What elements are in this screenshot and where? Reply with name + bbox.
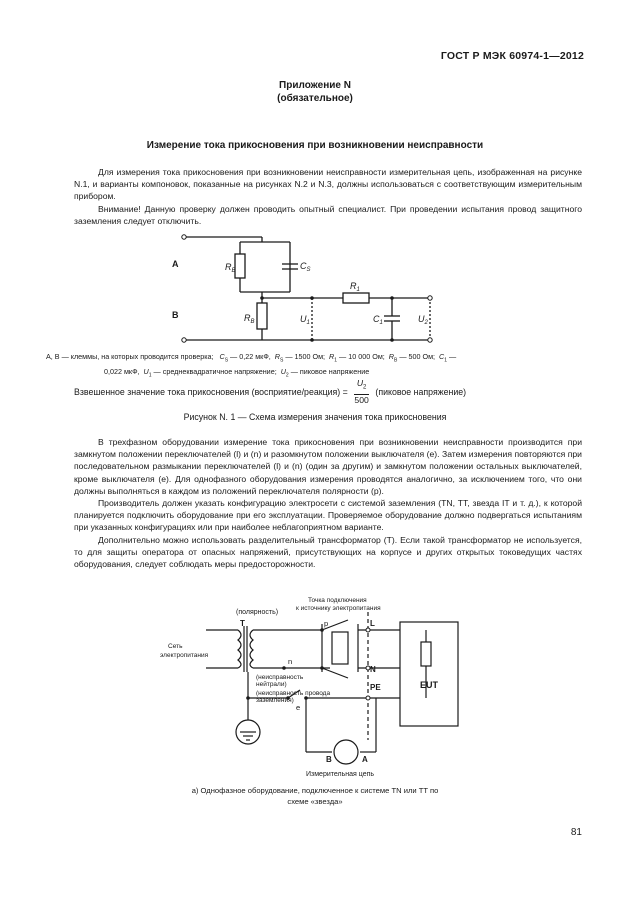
- annex-title: Приложение N: [279, 80, 351, 91]
- page-number: 81: [570, 827, 582, 838]
- label-eut: EUT: [420, 680, 438, 690]
- transformer-primary: [238, 630, 241, 668]
- transformer-secondary: [250, 630, 253, 668]
- label-c1: $C_1$: [373, 314, 383, 326]
- label-connection-point-2: к источнику электропитания: [296, 605, 381, 612]
- legend-line-1: A, B — клеммы, на которых проводится проверка; $C_S$ — 0,22 мкФ, $R_S$ — 1500 Ом; $R_1$ — 10 000 Ом; $R_B$ — 500 Ом; $C_1$ —: [46, 352, 457, 364]
- label-pe-fault-2: заземления): [256, 697, 294, 704]
- label-p: p: [324, 619, 329, 628]
- label-r1: $R_1$: [350, 281, 360, 293]
- section-title: Измерение тока прикосновения при возникновении неисправности: [146, 140, 484, 151]
- label-neutral-fault-1: (неисправность: [256, 674, 304, 681]
- label-u2: $U_2$: [418, 314, 428, 326]
- intro-text: [74, 166, 582, 227]
- body-paragraph-2: Производитель должен указать конфигурацию электросети с системой заземления (TN, TT, звезда IT и т. д.), к которой планируется подключить оборудование при его эксплуатации. Проверяемое оборудование должно подвергаться испытаниям при указанных конфигурациях или при наиболее неблагоприятном варианте.: [74, 498, 582, 533]
- label-l: L: [370, 619, 375, 628]
- label-mains-2: электропитания: [160, 652, 209, 659]
- label-rb-top: $R_B$: [225, 262, 236, 274]
- resistor-rb-bottom: [257, 303, 267, 329]
- label-b: B: [172, 310, 179, 320]
- figure-n2a-circuit: [0, 590, 630, 780]
- figure-n1-caption: Рисунок N. 1 — Схема измерения значения тока прикосновения: [183, 412, 447, 422]
- label-neutral-fault-2: нейтрали): [256, 681, 287, 688]
- label-connection-point-1: Точка подключения: [308, 597, 367, 604]
- measurement-meter: [334, 740, 358, 764]
- label-mains-1: Сеть: [168, 643, 183, 650]
- label-meter-b: B: [326, 755, 332, 764]
- legend-line-2: 0,022 мкФ, $U_1$ — среднеквадратичное напряжение; $U_2$ — пиковое напряжение: [104, 367, 370, 379]
- formula-rhs: (пиковое напряжение): [375, 386, 467, 397]
- annex-subtitle: (обязательное): [277, 93, 353, 104]
- eut-resistor: [421, 642, 431, 666]
- label-polarity: (полярность): [236, 609, 279, 616]
- label-t: T: [240, 619, 245, 628]
- body-text: [74, 436, 582, 570]
- body-paragraph-3: Дополнительно можно использовать разделительный трансформатор (T). Если такой трансформатор не используется, то для защиты оператора от опасных напряжений, присутствующих на корпусе и других открытых токоведущих частях оборудования, следует соблюдать меры предосторожности.: [74, 534, 582, 570]
- label-a: A: [172, 259, 179, 269]
- formula-lhs: Взвешенное значение тока прикосновения (восприятие/реакция) =: [74, 386, 348, 397]
- figure-n2a-caption: a) Однофазное оборудование, подключенное к системе TN или TT по схеме «звезда»: [191, 786, 439, 806]
- label-measurement-circuit: Измерительная цепь: [306, 771, 375, 778]
- body-paragraph-1: В трехфазном оборудовании измерение тока прикосновения при возникновении неисправности производится при замкнутом положении переключателей (l) и (n) и разомкнутом положении выключателя (e). Затем измерения повторяются при последовательном размыкании переключателей (l) и (n) (один за другим) и замкнутом положении остальных выключателей, кроме выключателя (e). Для однофазного оборудования измерения проводятся аналогично, за исключением того, что они должны выполняться в каждом из положений переключателя полярности (p).: [74, 437, 582, 496]
- figure-n1-circuit: [0, 230, 630, 350]
- label-rb-bottom: $R_B$: [244, 313, 255, 325]
- touch-current-formula: [74, 378, 466, 406]
- intro-paragraph-1: Для измерения тока прикосновения при возникновении неисправности измерительная цепь, изображенная на рисунке N.1, и варианты компоновок, показанные на рисунках N.2 и N.3, должны использоваться с соответствующим измерительным прибором.: [74, 167, 582, 202]
- resistor-rb-top: [235, 254, 245, 278]
- label-cs: $C_S$: [300, 261, 311, 273]
- label-meter-a: A: [362, 755, 368, 764]
- label-pe: PE: [370, 683, 381, 692]
- document-header: ГОСТ Р МЭК 60974-1—2012: [440, 50, 584, 62]
- eut-box: [400, 622, 458, 726]
- resistor-r1: [343, 293, 369, 303]
- intro-paragraph-2: Внимание! Данную проверку должен проводить опытный специалист. При проведении испытания провод защитного заземления следует отключить.: [74, 203, 582, 226]
- label-n: N: [370, 665, 376, 674]
- label-n-switch: n: [288, 657, 293, 666]
- formula-fraction: $\frac{U_2}{500}$: [354, 378, 369, 405]
- label-e: e: [296, 703, 301, 712]
- label-u1: $U_1$: [300, 314, 310, 326]
- label-pe-fault-1: (неисправность провода: [256, 690, 331, 697]
